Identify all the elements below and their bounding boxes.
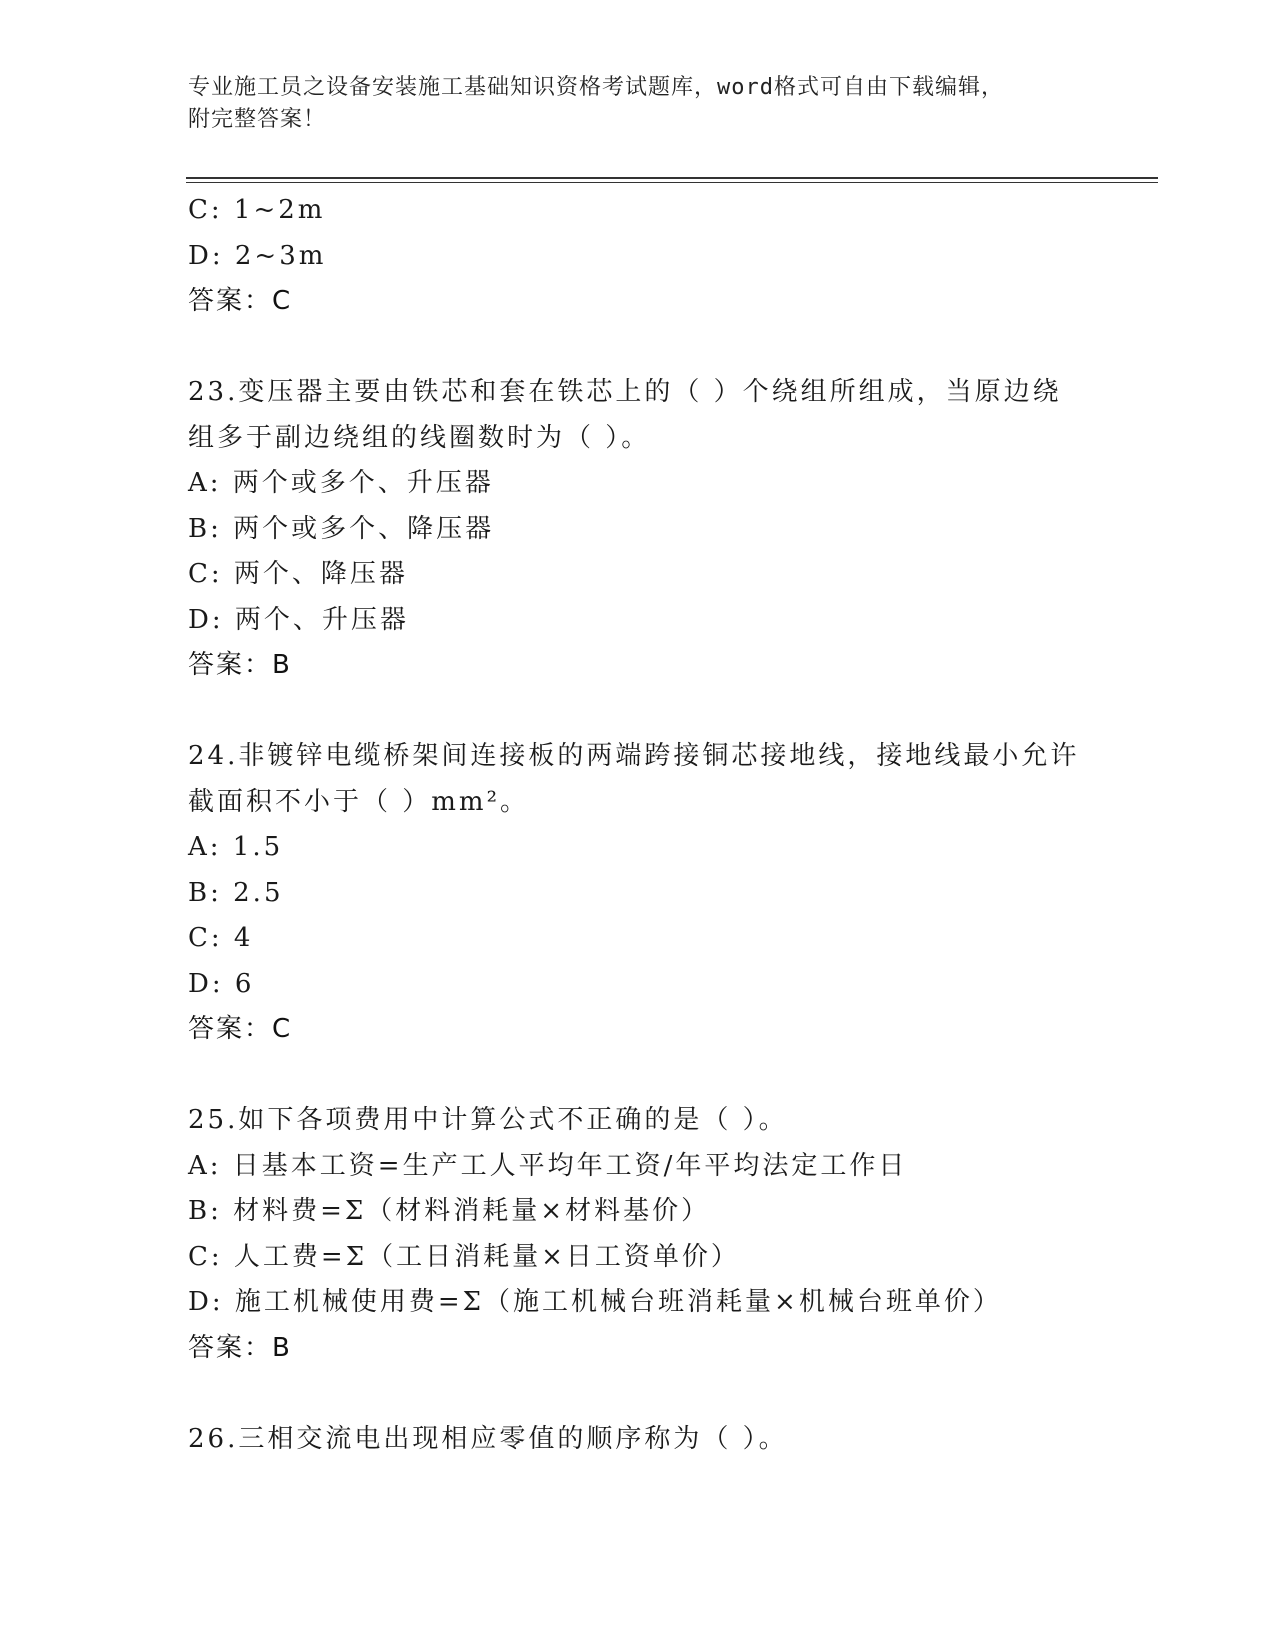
- option-c: C: 两个、降压器: [188, 559, 408, 589]
- option-b: B: 材料费=Σ（材料消耗量×材料基价）: [188, 1196, 711, 1226]
- header-divider-thick: [186, 177, 1158, 179]
- option-c: C: 人工费=Σ（工日消耗量×日工资单价）: [188, 1241, 740, 1272]
- header-line-2: 附完整答案！: [188, 107, 327, 132]
- question-22-tail: [188, 188, 1148, 325]
- question-stem: 24.非镀锌电缆桥架间连接板的两端跨接铜芯接地线，接地线最小允许: [188, 741, 1080, 771]
- question-23: [188, 370, 1148, 689]
- option-a: A: 1.5: [188, 832, 284, 862]
- question-list: [188, 188, 1148, 1462]
- question-26: [188, 1417, 1148, 1463]
- question-stem: 25.如下各项费用中计算公式不正确的是（ ）。: [188, 1105, 788, 1135]
- question-stem: 23.变压器主要由铁芯和套在铁芯上的（ ）个绕组所组成，当原边绕: [188, 377, 1062, 407]
- spacer: [188, 689, 1148, 735]
- answer-label: 答案：B: [188, 650, 292, 680]
- question-stem: 组多于副边绕组的线圈数时为（ ）。: [188, 422, 651, 453]
- option-a: A: 两个或多个、升压器: [188, 468, 494, 498]
- spacer: [188, 325, 1148, 371]
- option-d: D: 6: [188, 968, 255, 999]
- option-b: B: 两个或多个、降压器: [188, 513, 495, 544]
- question-24: [188, 734, 1148, 1053]
- answer-label: 答案：C: [188, 286, 293, 316]
- document-header: [188, 72, 1088, 136]
- answer-label: 答案：B: [188, 1332, 292, 1363]
- spacer: [188, 1053, 1148, 1099]
- spacer: [188, 1371, 1148, 1417]
- option-a: A: 日基本工资=生产工人平均年工资/年平均法定工作日: [188, 1150, 908, 1181]
- header-divider-thin: [186, 182, 1158, 183]
- question-stem: 26.三相交流电出现相应零值的顺序称为（ ）。: [188, 1423, 788, 1454]
- header-line-1: 专业施工员之设备安装施工基础知识资格考试题库，word格式可自由下载编辑，: [188, 75, 1004, 100]
- option-c: C: 4: [188, 923, 254, 953]
- question-25: [188, 1098, 1148, 1371]
- answer-label: 答案：C: [188, 1014, 293, 1044]
- option-d: D: 2~3m: [188, 240, 327, 271]
- option-d: D: 两个、升压器: [188, 604, 409, 635]
- option-d: D: 施工机械使用费=Σ（施工机械台班消耗量×机械台班单价）: [188, 1287, 1002, 1317]
- question-stem: 截面积不小于（ ）mm²。: [188, 786, 529, 817]
- option-c: C: 1~2m: [188, 195, 326, 225]
- option-b: B: 2.5: [188, 877, 284, 908]
